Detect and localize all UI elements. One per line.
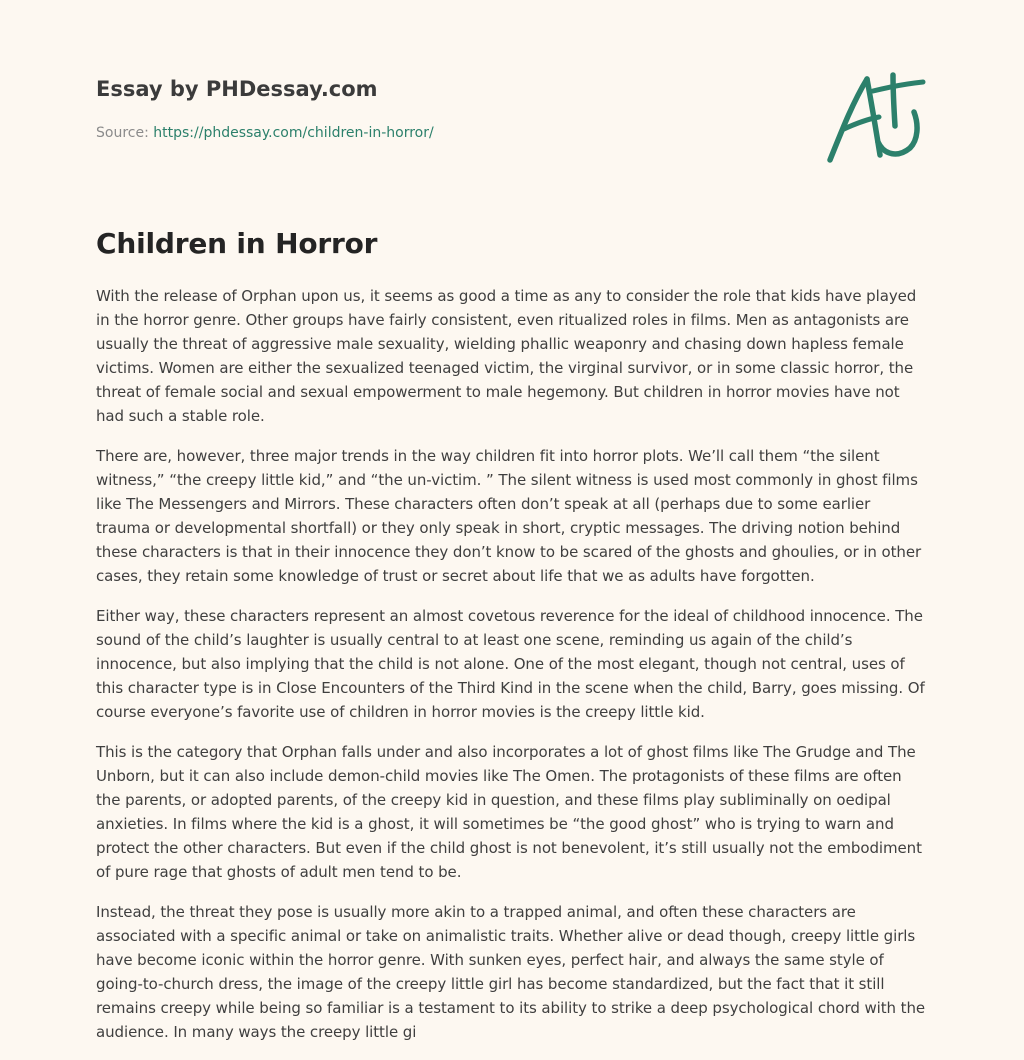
essay-paragraph: With the release of Orphan upon us, it seems as good a time as any to consider the role that kids have played in the horror genre. Other groups have fairly consistent, even ritualized roles in films. Men as antagonists are usually the threat of aggressive male sexuality, wielding phallic weaponry and chasing down hapless female victims. Women are either the sexualized teenaged victim, the virginal survivor, or in some classic horror, the threat of female social and sexual empowerment to male hegemony. But children in horror movies have not had such a stable role. [96, 287, 917, 425]
a-plus-icon [822, 67, 926, 167]
essay-content [96, 284, 928, 1060]
source-line [96, 123, 926, 143]
page-header [96, 74, 926, 174]
essay-title: Children in Horror [96, 227, 378, 260]
essay-paragraph: Instead, the threat they pose is usually more akin to a trapped animal, and often these characters are associated with a specific animal or take on animalistic traits. Whether alive or dead though, creepy little girls have become iconic within the horror genre. With sunken eyes, perfect hair, and always the same style of going-to-church dress, the image of the creepy little girl has become standardized, but the fact that it still remains creepy while being so familiar is a testament to its ability to strike a deep psychological chord with the audience. In many ways the creepy little gi [96, 903, 926, 1041]
source-label: Source: [96, 125, 154, 141]
plus-vertical-stroke [893, 75, 895, 126]
plus-flourish [878, 112, 917, 154]
essay-paragraph: Either way, these characters represent an almost covetous reverence for the ideal of childhood innocence. The sound of the child’s laughter is usually central to at least one scene, reminding us again of the child’s innocence, but also implying that the child is not alone. One of the most elegant, though not central, uses of this character type is in Close Encounters of the Third Kind in the scene when the child, Barry, goes missing. Of course everyone’s favorite use of children in horror movies is the creepy little kid. [96, 607, 925, 721]
brand-name: Essay by PHDessay.com [96, 77, 378, 101]
essay-paragraph: This is the category that Orphan falls under and also incorporates a lot of ghost films like The Grudge and The Unborn, but it can also include demon-child movies like The Omen. The protagonists of these films are often the parents, or adopted parents, of the creepy kid in question, and these films play subliminally on oedipal anxieties. In films where the kid is a ghost, it will sometimes be “the good ghost” who is trying to warn and protect the other characters. But even if the child ghost is not benevolent, it’s still usually not the embodiment of pure rage that ghosts of adult men tend to be. [96, 743, 922, 881]
essay-paragraph: There are, however, three major trends in the way children fit into horror plots. We’ll call them “the silent witness,” “the creepy little kid,” and “the un-victim. ” The silent witness is used most commonly in ghost films like The Messengers and Mirrors. These characters often don’t speak at all (perhaps due to some earlier trauma or developmental shortfall) or they only speak in short, cryptic messages. The driving notion behind these characters is that in their innocence they don’t know to be scared of the ghosts and ghoulies, or in other cases, they retain some knowledge of trust or secret about life that we as adults have forgotten. [96, 447, 922, 585]
source-link[interactable]: https://phdessay.com/children-in-horror/ [153, 125, 434, 141]
plus-horizontal-stroke [873, 82, 923, 91]
